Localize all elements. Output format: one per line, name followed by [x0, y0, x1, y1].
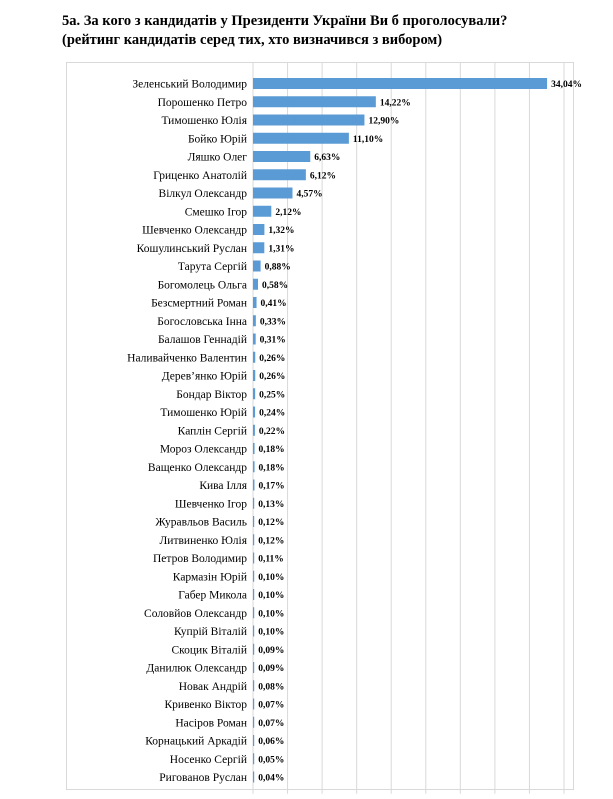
data-label: 0,22%	[258, 426, 286, 437]
data-label: 14,22%	[379, 98, 411, 109]
data-label: 0,12%	[258, 536, 285, 547]
data-label: 0,04%	[258, 773, 285, 784]
data-label: 0,09%	[258, 664, 285, 674]
category-label: Кива Ілля	[199, 480, 247, 492]
data-label: 0,41%	[260, 299, 287, 309]
category-label: Ляшко Олег	[187, 151, 247, 164]
bar	[253, 133, 349, 144]
category-label: Мороз Олександр	[159, 443, 247, 456]
category-label: Кармазін Юрій	[172, 571, 247, 584]
data-label: 0,10%	[258, 572, 285, 583]
data-label: 0,07%	[258, 700, 285, 711]
bar	[253, 589, 254, 600]
bar	[253, 753, 254, 764]
data-label: 0,09%	[258, 645, 285, 656]
bar	[253, 498, 254, 509]
data-label: 11,10%	[352, 134, 384, 145]
bar	[253, 169, 306, 180]
bar	[253, 461, 255, 472]
category-label: Зеленський Володимир	[132, 78, 247, 91]
chart-frame	[66, 62, 582, 790]
chart-title	[62, 12, 602, 50]
bar	[253, 607, 254, 618]
data-label: 0,26%	[259, 372, 286, 382]
data-label: 0,08%	[258, 682, 285, 693]
category-label: Новак Андрій	[178, 680, 247, 693]
data-label: 0,18%	[258, 445, 285, 455]
category-label: Ващенко Олександр	[147, 461, 247, 474]
bar	[253, 735, 254, 746]
bar	[253, 662, 254, 673]
category-label: Шевченко Олександр	[142, 224, 247, 237]
category-label: Данилюк Олександр	[146, 662, 247, 675]
bar	[253, 626, 254, 637]
data-label: 0,24%	[259, 408, 286, 419]
data-label: 4,57%	[296, 189, 323, 200]
category-label: Шевченко Ігор	[174, 498, 247, 511]
category-label: Литвиненко Юлія	[159, 534, 247, 547]
data-label: 0,12%	[258, 518, 285, 528]
data-label: 0,06%	[258, 737, 285, 747]
category-label: Смешко Ігор	[184, 206, 247, 219]
category-label: Богомолець Ольга	[157, 279, 247, 292]
bar	[253, 534, 254, 545]
bar	[253, 242, 264, 253]
category-label: Носенко Сергій	[169, 753, 247, 766]
category-label: Риговaнов Руслан	[159, 772, 247, 784]
data-label: 0,31%	[259, 335, 286, 346]
bar	[253, 206, 271, 217]
category-label: Тарута Сергій	[177, 261, 247, 273]
data-label: 0,10%	[258, 609, 285, 620]
bar	[253, 151, 310, 162]
data-label: 2,12%	[275, 207, 302, 218]
bar	[253, 297, 257, 308]
bar	[253, 315, 256, 326]
data-label: 1,32%	[268, 226, 295, 236]
data-label: 0,07%	[258, 718, 285, 729]
bar	[253, 516, 254, 527]
bar	[253, 425, 255, 436]
category-label: Кривенко Віктор	[164, 699, 247, 711]
category-label: Безсмертний Роман	[151, 297, 247, 310]
data-label: 1,31%	[268, 244, 295, 255]
bar	[253, 224, 264, 235]
category-label: Гриценко Анатолій	[153, 169, 247, 182]
category-label: Каплін Сергій	[177, 425, 247, 438]
category-label: Соловйов Олександр	[144, 607, 247, 620]
data-label: 0,17%	[258, 481, 285, 492]
data-label: 0,10%	[258, 591, 285, 601]
bar	[253, 407, 255, 418]
category-label: Порошенко Петро	[157, 96, 247, 109]
data-label: 6,12%	[309, 171, 336, 182]
data-label: 0,26%	[259, 353, 286, 364]
data-label: 0,58%	[262, 280, 289, 291]
data-label: 0,10%	[258, 627, 285, 638]
bar	[253, 370, 255, 381]
data-label: 0,05%	[258, 755, 285, 766]
data-label: 0,13%	[258, 499, 285, 510]
bar	[253, 699, 254, 710]
category-label: Вілкул Олександр	[158, 188, 247, 200]
bar	[253, 772, 254, 783]
bar	[253, 334, 256, 345]
bar	[253, 717, 254, 728]
bar	[253, 279, 258, 290]
data-label: 0,88%	[264, 262, 291, 273]
category-label: Тимошенко Юрій	[160, 407, 247, 419]
category-label: Кошулинський Руслан	[136, 242, 247, 255]
bar	[253, 188, 292, 199]
category-label: Купрій Віталій	[173, 626, 247, 638]
data-label: 0,33%	[259, 317, 286, 328]
category-label: Наливайченко Валентин	[127, 352, 247, 365]
bar	[253, 644, 254, 655]
category-label: Бондар Віктор	[176, 388, 247, 401]
bar	[253, 352, 255, 363]
data-label: 0,11%	[258, 554, 284, 565]
category-label: Корнацький Аркадій	[145, 735, 247, 748]
category-label: Бойко Юрій	[187, 133, 247, 146]
category-label: Петров Володимир	[153, 553, 247, 565]
category-label: Скоцик Віталій	[171, 644, 247, 657]
bar	[253, 261, 261, 272]
bar	[253, 443, 255, 454]
bar	[253, 480, 254, 491]
bar	[253, 388, 255, 399]
category-label: Насіров Роман	[175, 717, 247, 730]
category-label: Габер Микола	[178, 589, 247, 602]
category-label: Балашов Геннадій	[157, 334, 247, 346]
category-label: Тимошенко Юлія	[161, 115, 247, 127]
bar	[253, 96, 376, 107]
bar-chart	[67, 63, 582, 789]
data-label: 0,18%	[258, 463, 285, 474]
category-label: Журавльов Василь	[155, 516, 247, 529]
bar	[253, 115, 364, 126]
data-label: 0,25%	[259, 390, 286, 401]
chart-title-line-1: 5а. За кого з кандидатів у Президенти України Ви б проголосували?	[62, 13, 508, 29]
data-label: 6,63%	[314, 153, 341, 163]
data-label: 34,04%	[551, 80, 582, 90]
bar	[253, 553, 254, 564]
category-label: Богословська Інна	[157, 315, 247, 328]
chart-title-line-2: (рейтинг кандидатів серед тих, хто визначився з вибором)	[62, 32, 443, 48]
category-label: Дерев’янко Юрій	[161, 370, 247, 383]
data-label: 12,90%	[368, 116, 400, 127]
bar	[253, 78, 547, 89]
bar	[253, 571, 254, 582]
bar	[253, 680, 254, 691]
